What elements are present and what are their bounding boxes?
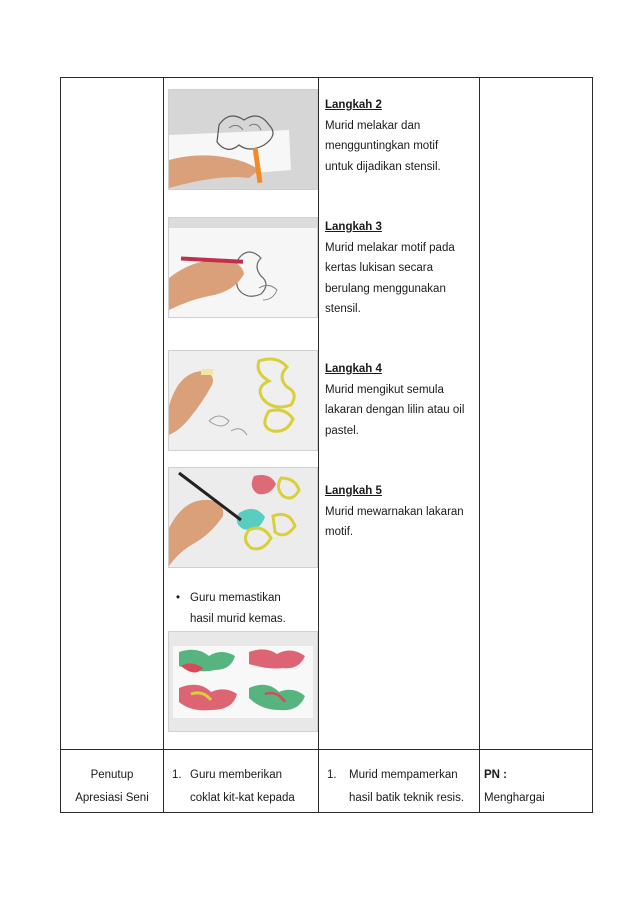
step-3 bbox=[325, 217, 475, 320]
step-2-line-2: mengguntingkan motif bbox=[325, 140, 439, 152]
step-5-line-2: motif. bbox=[325, 526, 354, 538]
step-5-title: Langkah 5 bbox=[325, 485, 382, 497]
photo-cutting-stencil bbox=[168, 89, 318, 190]
table-bottom-border bbox=[60, 812, 593, 813]
phase-title: Penutup bbox=[90, 769, 134, 781]
table-col-line-5 bbox=[592, 77, 593, 813]
teacher-activity-cell bbox=[172, 764, 316, 810]
teacher-item-number: 1. bbox=[172, 769, 182, 781]
table-col-line-4 bbox=[479, 77, 480, 813]
table-col-line-1 bbox=[60, 77, 61, 813]
table-row-divider bbox=[60, 749, 593, 750]
step-4-line-2: lakaran dengan lilin atau oil bbox=[325, 404, 465, 416]
wax-tracing-illustration bbox=[169, 351, 317, 450]
step-4-title: Langkah 4 bbox=[325, 363, 382, 375]
photo-tracing-stencil bbox=[168, 217, 318, 318]
step-2-title: Langkah 2 bbox=[325, 99, 382, 111]
teacher-line-2: coklat kit-kat kepada bbox=[190, 792, 295, 804]
step-3-line-3: berulang menggunakan bbox=[325, 282, 446, 295]
table-col-line-3 bbox=[318, 77, 319, 813]
photo-finished-work bbox=[168, 631, 318, 732]
student-activity-cell bbox=[327, 764, 477, 810]
step-5 bbox=[325, 481, 475, 543]
step-2 bbox=[325, 95, 475, 177]
notes-value: Menghargai bbox=[484, 792, 545, 804]
student-line-1: Murid mempamerkan bbox=[349, 769, 458, 781]
finished-work-illustration bbox=[169, 632, 317, 731]
student-line-2: hasil batik teknik resis. bbox=[349, 792, 465, 804]
step-2-line-1: Murid melakar dan bbox=[325, 119, 421, 132]
notes-label: PN : bbox=[484, 769, 507, 781]
photo-coloring-motif bbox=[168, 467, 318, 568]
bullet-line-1: Guru memastikan bbox=[190, 592, 281, 604]
phase-cell bbox=[61, 764, 163, 810]
coloring-motif-illustration bbox=[169, 468, 317, 567]
bullet-line-2: hasil murid kemas. bbox=[190, 612, 286, 625]
photo-wax-tracing bbox=[168, 350, 318, 451]
step-5-line-1: Murid mewarnakan lakaran bbox=[325, 505, 464, 518]
step-3-line-2: kertas lukisan secara bbox=[325, 262, 434, 274]
step-3-line-4: stensil. bbox=[325, 303, 361, 315]
step-2-line-3: untuk dijadikan stensil. bbox=[325, 160, 441, 173]
table-col-line-2 bbox=[163, 77, 164, 813]
table-top-border bbox=[60, 77, 593, 78]
teacher-check-bullet bbox=[176, 588, 315, 629]
step-3-line-1: Murid melakar motif pada bbox=[325, 241, 455, 254]
step-4-line-1: Murid mengikut semula bbox=[325, 383, 444, 396]
notes-cell bbox=[484, 764, 590, 810]
step-4 bbox=[325, 359, 475, 441]
phase-subtitle: Apresiasi Seni bbox=[75, 792, 149, 804]
step-3-title: Langkah 3 bbox=[325, 221, 382, 233]
student-item-number: 1. bbox=[327, 769, 337, 781]
cutting-stencil-illustration bbox=[169, 90, 317, 189]
teacher-line-1: Guru memberikan bbox=[190, 769, 283, 781]
tracing-stencil-illustration bbox=[169, 218, 317, 317]
bullet-dot-icon: • bbox=[176, 592, 181, 604]
step-4-line-3: pastel. bbox=[325, 424, 359, 437]
